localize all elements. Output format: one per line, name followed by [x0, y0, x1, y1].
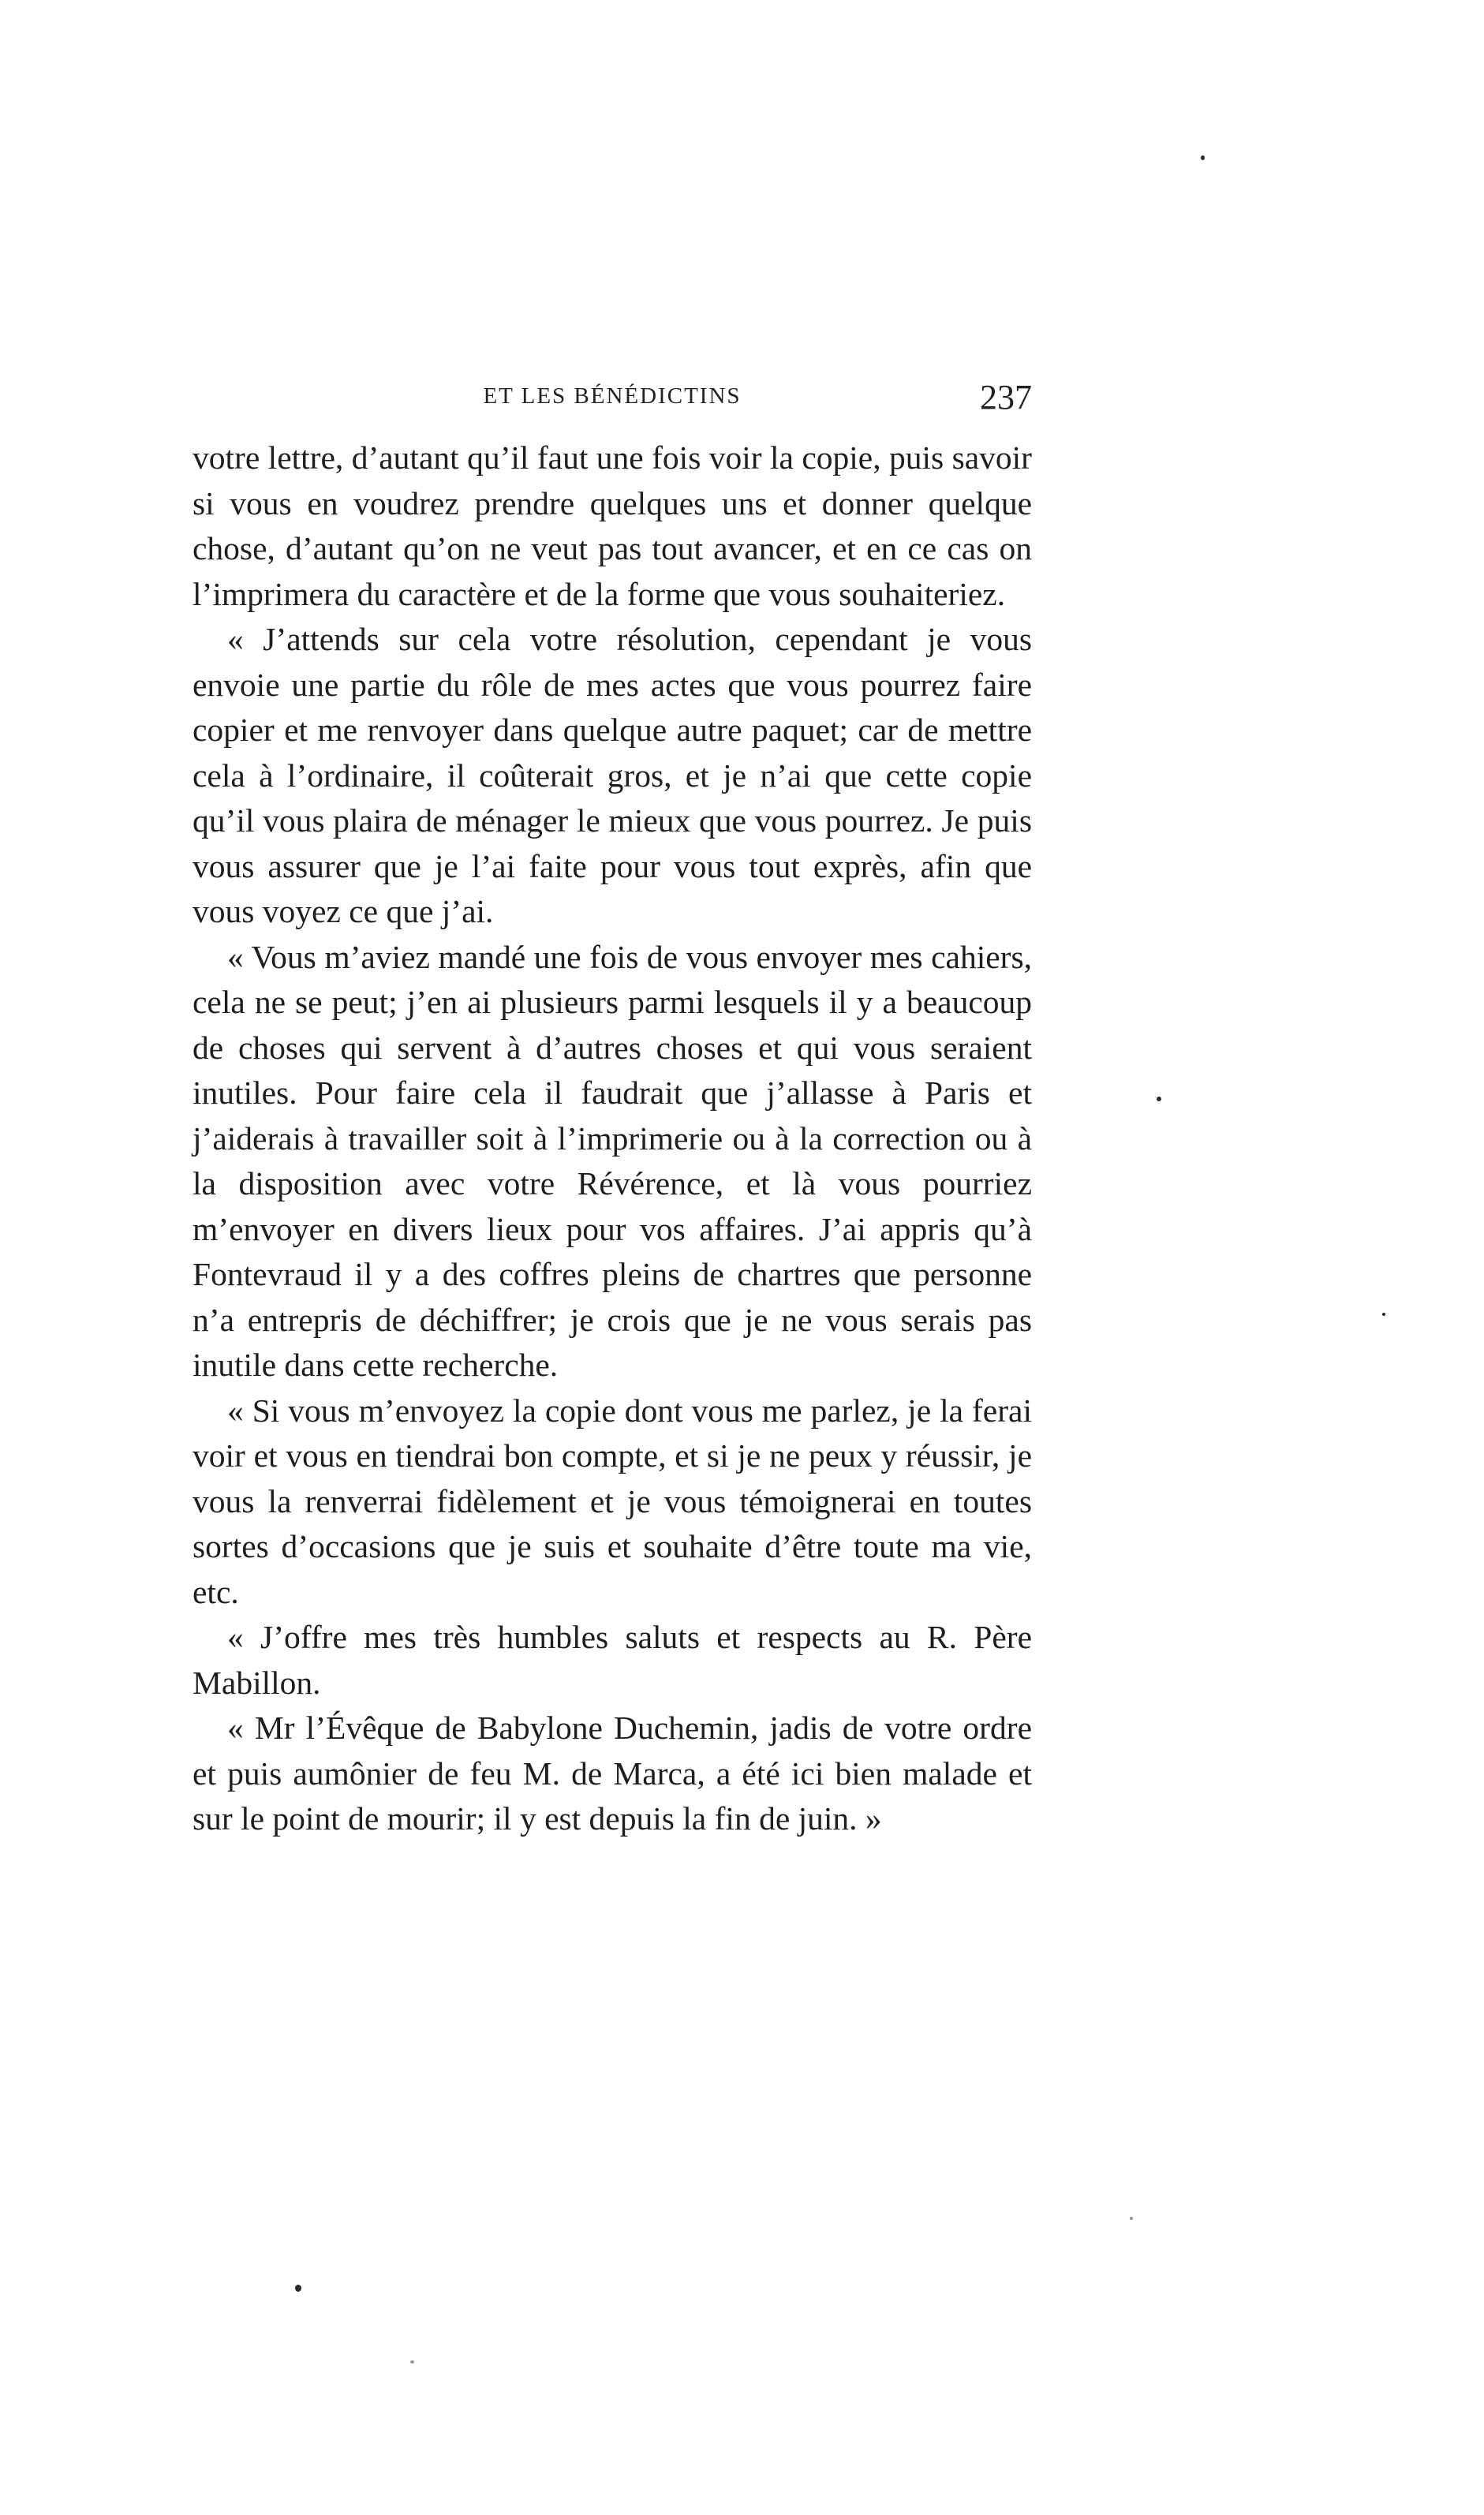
- scan-speck: [295, 2285, 301, 2292]
- page-number: 237: [980, 378, 1032, 417]
- scan-speck: [410, 2360, 414, 2364]
- paragraph-3: « Vous m’aviez mandé une fois de vous envoyer mes cahiers, cela ne se peut; j’en ai plusieurs parmi lesquels il y a beaucoup de choses qui servent à d’autres choses et qui vous seraient inutiles. Pour faire cela il faudrait que j’allasse à Paris et j’aiderais à travailler soit à l’imprimerie ou à la correction ou à la disposition avec votre Révérence, et là vous pourriez m’envoyer en divers lieux pour vos affaires. J’ai appris qu’à Fontevraud il y a des coffres pleins de chartres que personne n’a entrepris de déchiffrer; je crois que je ne vous serais pas inutile dans cette recherche.: [193, 938, 1032, 1383]
- scan-speck: [1130, 2217, 1133, 2220]
- paragraph-1: votre lettre, d’autant qu’il faut une fois voir la copie, puis savoir si vous en voudrez prendre quelques uns et donner quelque chose, d’autant qu’on ne veut pas tout avancer, et en ce cas on l’imprimera du caractère et de la forme que vous souhaiteriez.: [193, 439, 1032, 612]
- paragraph-6: « Mr l’Évêque de Babylone Duchemin, jadis de votre ordre et puis aumônier de feu M. de Marca, a été ici bien malade et sur le point de mourir; il y est depuis la fin de juin. »: [193, 1710, 1032, 1837]
- paragraph-2: « J’attends sur cela votre résolution, cependant je vous envoie une partie du rôle de mes actes que vous pourrez faire copier et me renvoyer dans quelque autre paquet; car de mettre cela à l’ordinaire, il coûterait gros, et je n’ai que cette copie qu’il vous plaira de ménager le mieux que vous pourrez. Je puis vous assurer que je l’ai faite pour vous tout exprès, afin que vous voyez ce que j’ai.: [193, 621, 1032, 929]
- paragraph-5: « J’offre mes très humbles saluts et respects au R. Père Mabillon.: [193, 1619, 1032, 1701]
- scan-speck: [1157, 1097, 1161, 1101]
- body-text: [193, 435, 1032, 1842]
- running-title: ET LES BÉNÉDICTINS: [483, 383, 742, 409]
- running-head: [193, 377, 1032, 424]
- scan-speck: [1201, 155, 1205, 160]
- scan-speck: [1382, 1313, 1385, 1316]
- paragraph-4: « Si vous m’envoyez la copie dont vous me parlez, je la ferai voir et vous en tiendrai bon compte, et si je ne peux y réussir, je vous la renverrai fidèlement et je vous témoignerai en toutes sortes d’occasions que je suis et souhaite d’être toute ma vie, etc.: [193, 1392, 1032, 1610]
